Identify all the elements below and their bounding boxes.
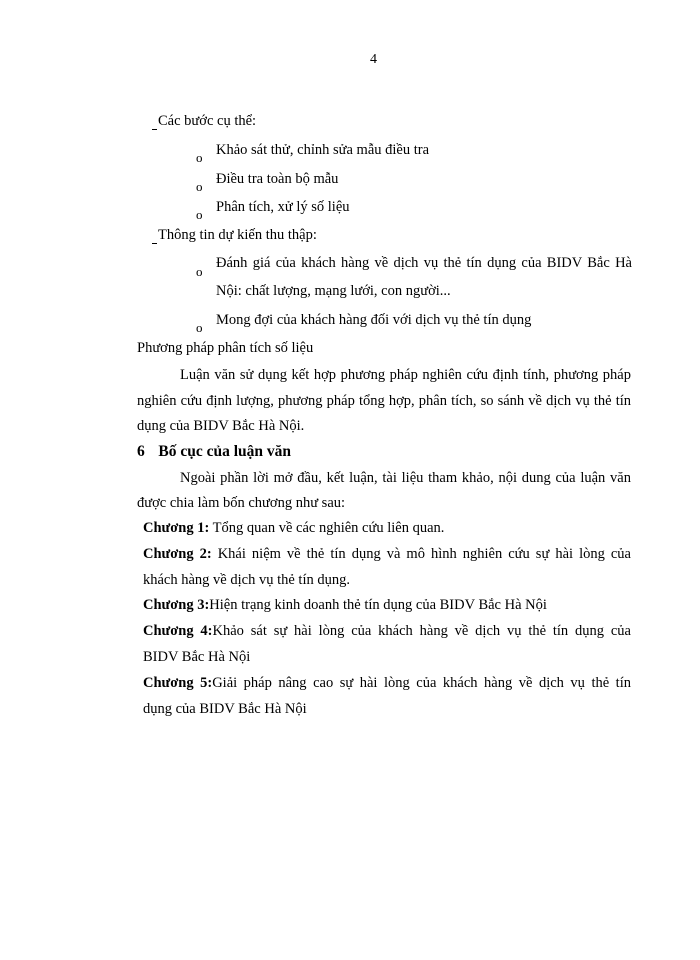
analysis-line-2: nghiên cứu định lượng, phương pháp tổng hợp, phân tích, so sánh về dịch vụ thẻ tín	[137, 393, 631, 409]
section-title: Bố cục của luận văn	[158, 443, 292, 460]
steps-item-3: Phân tích, xử lý số liệu	[216, 199, 350, 215]
chapter-label: Chương 5:	[143, 675, 213, 691]
steps-item-2: Điều tra toàn bộ mẫu	[216, 171, 339, 187]
analysis-line-3: dụng của BIDV Bắc Hà Nội.	[137, 418, 305, 434]
dash-bullet-icon	[152, 117, 157, 130]
chapter-label: Chương 2:	[143, 546, 212, 562]
circle-bullet-icon: o	[196, 264, 203, 279]
circle-bullet-icon: o	[196, 207, 203, 222]
info-item-2: Mong đợi của khách hàng đối với dịch vụ thẻ tín dụng	[216, 312, 532, 328]
steps-item-1: Khảo sát thử, chỉnh sửa mẫu điều tra	[216, 142, 430, 158]
chapter-1: Chương 1: Tổng quan về các nghiên cứu liên quan.	[143, 520, 445, 536]
chapter-2: Chương 2: Khái niệm về thẻ tín dụng và mô hình nghiên cứu sự hài lòng của	[143, 546, 631, 562]
section-number: 6	[137, 443, 145, 460]
chapter-label: Chương 4:	[143, 623, 213, 639]
info-item-1-line-1: Đánh giá của khách hàng về dịch vụ thẻ tín dụng của BIDV Bắc Hà	[216, 255, 632, 271]
steps-label: Các bước cụ thể:	[152, 113, 256, 130]
page-number: 4	[370, 52, 377, 67]
intro-line-1: Ngoài phần lời mở đầu, kết luận, tài liệu tham khảo, nội dung của luận văn	[180, 470, 631, 486]
circle-bullet-icon: o	[196, 320, 203, 335]
analysis-line-1: Luận văn sử dụng kết hợp phương pháp nghiên cứu định tính, phương pháp	[180, 367, 631, 383]
chapter-4-line-2: BIDV Bắc Hà Nội	[143, 649, 251, 665]
section-heading	[137, 443, 291, 461]
chapter-5: Chương 5:Giải pháp nâng cao sự hài lòng của khách hàng về dịch vụ thẻ tín	[143, 675, 631, 691]
circle-bullet-icon: o	[196, 179, 203, 194]
chapter-5-line-2: dụng của BIDV Bắc Hà Nội	[143, 701, 307, 717]
info-label: Thông tin dự kiến thu thập:	[152, 227, 317, 244]
chapter-2-line-2: khách hàng về dịch vụ thẻ tín dụng.	[143, 572, 350, 588]
chapter-4: Chương 4:Khảo sát sự hài lòng của khách hàng về dịch vụ thẻ tín dụng của	[143, 623, 631, 639]
circle-bullet-icon: o	[196, 150, 203, 165]
intro-line-2: được chia làm bốn chương như sau:	[137, 495, 346, 511]
chapter-label: Chương 3:	[143, 597, 210, 613]
analysis-heading: Phương pháp phân tích số liệu	[137, 340, 314, 356]
chapter-label: Chương 1:	[143, 520, 210, 536]
chapter-3: Chương 3:Hiện trạng kinh doanh thẻ tín dụng của BIDV Bắc Hà Nội	[143, 597, 547, 613]
dash-bullet-icon	[152, 231, 157, 244]
info-item-1-line-2: Nội: chất lượng, mạng lưới, con người...	[216, 283, 451, 299]
